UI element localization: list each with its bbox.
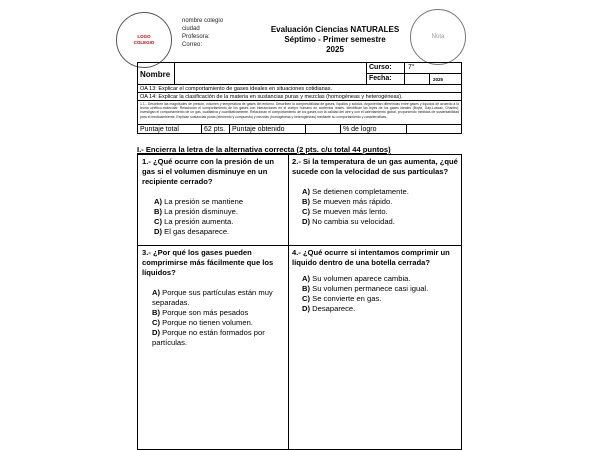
percent-field[interactable] (407, 125, 461, 134)
student-header (137, 62, 462, 85)
title-line-2: Séptimo - Primer semestre (284, 35, 386, 44)
question-4-option-a[interactable]: A) Su volumen aparece cambia. (302, 274, 411, 283)
question-3-option-d[interactable]: D) Porque no están formados por partículas. (152, 328, 265, 347)
question-1-option-c[interactable]: C) La presión aumenta. (154, 217, 234, 226)
row-divider (138, 245, 461, 246)
question-4-option-c[interactable]: C) Se convierte en gas. (302, 294, 382, 303)
question-3-text: 3.- ¿Por qué los gases pueden comprimirse más fácilmente que los líquidos? (142, 248, 274, 277)
school-name: nombre colegio (182, 18, 224, 24)
school-teacher: Profesora: (182, 34, 210, 40)
question-2 (292, 157, 460, 227)
column-divider (288, 155, 289, 449)
question-1-option-b[interactable]: B) La presión disminuye. (154, 207, 239, 216)
grade-label: Nota (431, 34, 445, 40)
question-2-option-d[interactable]: D) No cambia su velocidad. (302, 217, 395, 226)
logo-line-1: LOGO (137, 34, 151, 39)
objective-oa14: OA 14: Explicar la clasificación de la materia en sustancias puras y mezclas (homogéneas y heterogéneas). (138, 93, 461, 101)
question-3-option-c[interactable]: C) Porque no tienen volumen. (152, 318, 253, 327)
question-3-option-a[interactable]: A) Porque sus partículas están muy separadas. (152, 288, 273, 307)
course-label: Curso: (366, 63, 405, 74)
question-2-text: 2.- Si la temperatura de un gas aumenta, ¿qué sucede con la velocidad de sus partículas? (292, 157, 458, 176)
school-email: Correo: (182, 42, 203, 48)
course-value: 7° (405, 63, 462, 74)
school-info (182, 17, 223, 49)
objective-oa13: OA 13: Explicar el comportamiento de gases ideales en situaciones cotidianas. (138, 85, 461, 93)
obtained-score-label: Puntaje obtenido (230, 125, 306, 134)
learning-objectives (137, 85, 462, 125)
title-line-3: 2025 (326, 45, 344, 54)
question-4-option-b[interactable]: B) Su volumen permanece casi igual. (302, 284, 429, 293)
grade-circle (410, 9, 466, 65)
question-1 (142, 157, 284, 237)
question-1-option-d[interactable]: D) El gas desaparece. (154, 227, 230, 236)
questions-grid (137, 154, 462, 450)
date-field[interactable] (405, 74, 430, 84)
section-title: I.- Encierra la letra de la alternativa correcta (2 pts. c/u total 44 puntos) (137, 145, 391, 154)
question-2-option-b[interactable]: B) Se mueven más rápido. (302, 197, 393, 206)
question-2-option-a[interactable]: A) Se detienen completamente. (302, 187, 409, 196)
score-row (137, 124, 462, 134)
total-score-value: 62 pts. (202, 125, 230, 134)
exam-title (240, 25, 430, 55)
question-3-option-b[interactable]: B) Porque son más pesados (152, 308, 249, 317)
question-4 (292, 248, 460, 314)
question-1-option-a[interactable]: A) La presión se mantiene (154, 197, 244, 206)
name-label: Nombre (138, 63, 175, 84)
title-line-1: Evaluación Ciencias NATURALES (270, 25, 400, 34)
question-3 (142, 248, 284, 348)
date-label: Fecha: (366, 74, 405, 84)
objective-indicators: 1.1.- Describen las magnitudes de presión, volumen y temperatura de gases del entorno. Describen la compresibilidad de gases, líquidos y sólidos. Argumentan diferencias entre gases y líquidos de acuerdo a la teoría cinético-molecular. Relacionan el comportamiento de los gases con interacciones en el cuerpo humano en contextos reales. Identifican las leyes de los gases ideales (Boyle, Gay-Lussac, Charles). Investigan el comportamiento de un gas, cualitativa y cuantitativamente. Relacionan el comportamiento de los gases con la calidad del aire y con el calentamiento global, proponiendo medidas de sustentabilidad para el medioambiente. Explican sustancias puras (elemento y compuesto) y mezclas (homogéneas y heterogéneas) mediante su comportamiento y características. (140, 102, 459, 119)
question-1-text: 1.- ¿Qué ocurre con la presión de un gas si el volumen disminuye en un recipiente cerrado? (142, 157, 275, 186)
total-score-label: Puntaje total (138, 125, 202, 134)
question-4-option-d[interactable]: D) Desaparece. (302, 304, 356, 313)
question-4-text: 4.- ¿Qué ocurre si intentamos comprimir un líquido dentro de una botella cerrada? (292, 248, 450, 267)
question-2-option-c[interactable]: C) Se mueven más lento. (302, 207, 388, 216)
obtained-score-field[interactable] (306, 125, 341, 134)
school-logo (116, 12, 172, 68)
percent-label: % de logro (341, 125, 407, 134)
date-year: 2025 (433, 77, 444, 82)
logo-line-2: COLEGIO (133, 40, 155, 45)
school-city: ciudad (182, 26, 200, 32)
